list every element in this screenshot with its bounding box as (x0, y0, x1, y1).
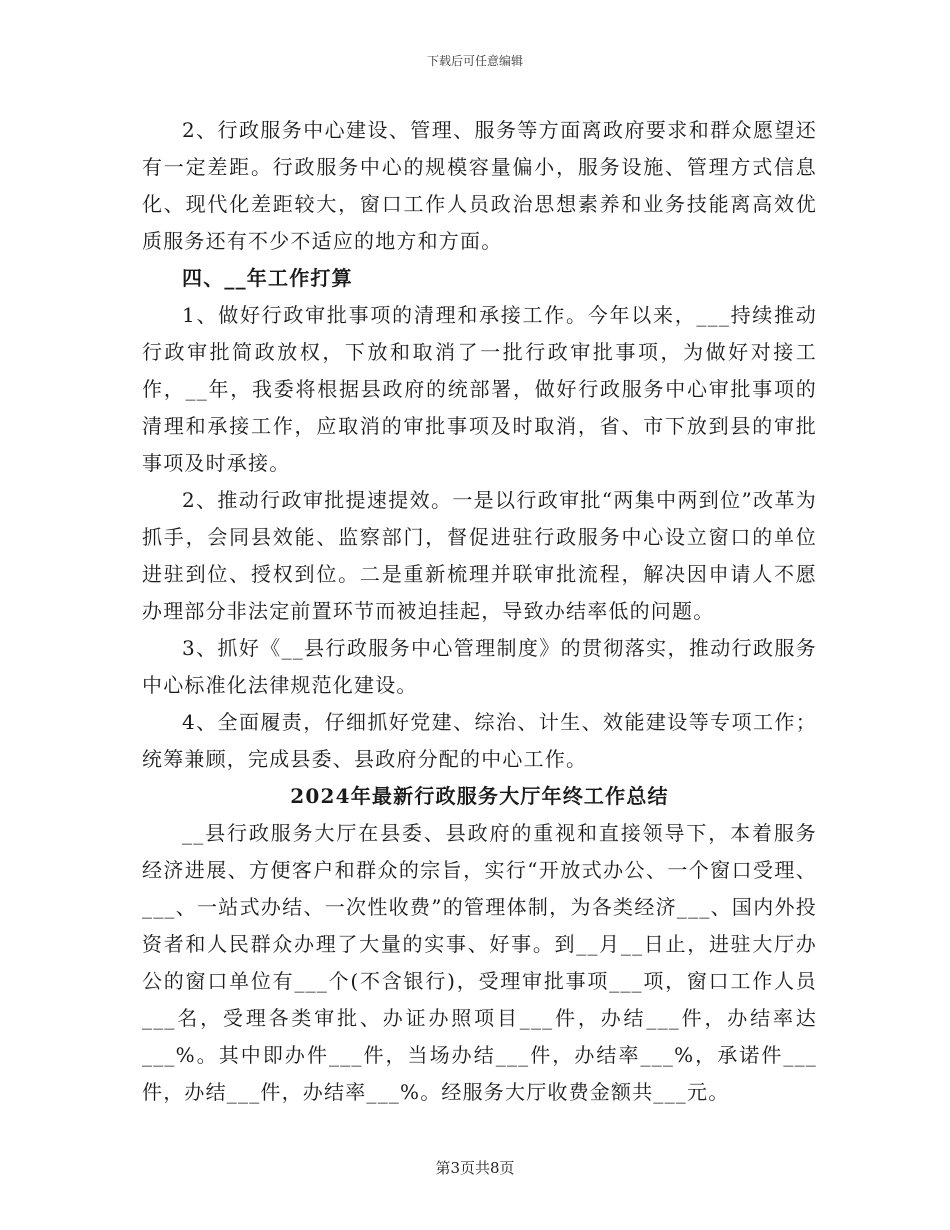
paragraph-plan-item-1: 1、做好行政审批事项的清理和承接工作。今年以来，___持续推动行政审批简政放权，下放和取消了一批行政审批事项，为做好对接工作，__年，我委将根据县政府的统部署，做好行政服务中心审批事项的清理和承接工作，应取消的审批事项及时取消，省、市下放到县的审批事项及时承接。 (142, 303, 817, 475)
paragraph-plan-item-4: 4、全面履责，仔细抓好党建、综治、计生、效能建设等专项工作；统筹兼顾，完成县委、县政府分配的中心工作。 (142, 710, 817, 771)
section-heading-work-plan: 四、__年工作打算 (182, 266, 353, 290)
paragraph-gap-analysis: 2、行政服务中心建设、管理、服务等方面离政府要求和群众愿望还有一定差距。行政服务中心的规模容量偏小，服务设施、管理方式信息化、现代化差距较大，窗口工作人员政治思想素养和业务技能离高效优质服务还有不少不适应的地方和方面。 (142, 118, 817, 253)
paragraph-plan-item-2: 2、推动行政审批提速提效。一是以行政审批“两集中两到位”改革为抓手，会同县效能、监察部门，督促进驻行政服务中心设立窗口的单位进驻到位、授权到位。二是重新梳理并联审批流程，解决因申请人不愿办理部分非法定前置环节而被迫挂起，导致办结率低的问题。 (142, 488, 817, 623)
page-number: 第3页共8页 (435, 1159, 515, 1177)
page-header: 下载后可任意编辑 (426, 54, 523, 68)
paragraph-plan-item-3: 3、抓好《__县行政服务中心管理制度》的贯彻落实，推动行政服务中心标准化法律规范化建设。 (142, 636, 817, 697)
paragraph-summary-intro: __县行政服务大厅在县委、县政府的重视和直接领导下，本着服务经济进展、方便客户和群众的宗旨，实行“开放式办公、一个窗口受理、___、一站式办结、一次性收费”的管理体制，为各类经济___、国内外投资者和人民群众办理了大量的实事、好事。到__月__日止，进驻大厅办公的窗口单位有___个(不含银行)，受理审批事项___项，窗口工作人员___名，受理各类审批、办证办照项目___件，办结___件，办结率达___%。其中即办件___件，当场办结___件，办结率___%，承诺件___件，办结___件，办结率___%。经服务大厅收费金额共___元。 (142, 821, 817, 1104)
document-body (142, 112, 817, 1111)
document-title: 2024年最新行政服务大厅年终工作总结 (290, 784, 669, 808)
